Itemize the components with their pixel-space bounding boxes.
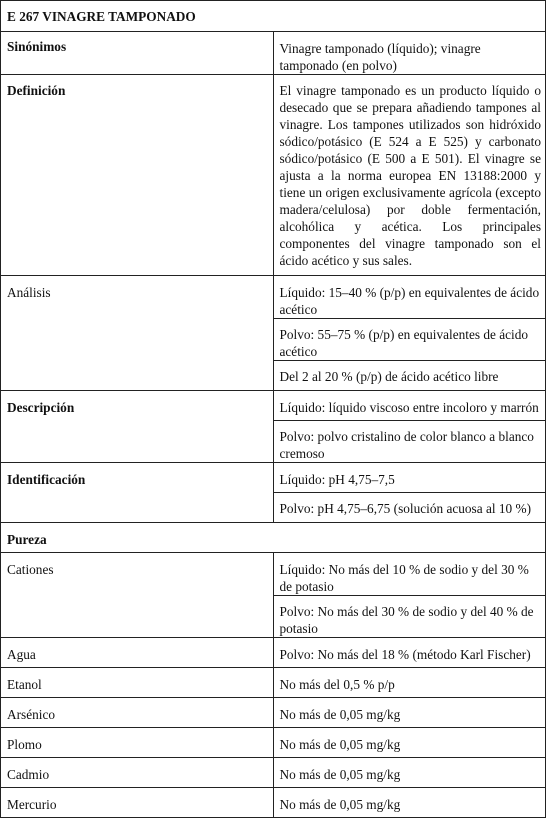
label-cationes: Cationes: [1, 553, 274, 638]
value-cationes-1: Líquido: No más del 10 % de sodio y del 30 % de potasio: [273, 553, 546, 596]
value-agua: Polvo: No más del 18 % (método Karl Fischer): [273, 638, 546, 668]
row-arsenico: [1, 698, 546, 728]
value-analisis-3: Del 2 al 20 % (p/p) de ácido acético libre: [273, 361, 546, 391]
value-identificacion-1: Líquido: pH 4,75–7,5: [273, 463, 546, 493]
value-arsenico: No más de 0,05 mg/kg: [273, 698, 546, 728]
value-plomo: No más de 0,05 mg/kg: [273, 728, 546, 758]
label-pureza: Pureza: [1, 523, 546, 553]
value-descripcion-2: Polvo: polvo cristalino de color blanco a blanco cremoso: [273, 421, 546, 463]
label-etanol: Etanol: [1, 668, 274, 698]
value-etanol: No más del 0,5 % p/p: [273, 668, 546, 698]
label-cadmio: Cadmio: [1, 758, 274, 788]
label-sinonimos: Sinónimos: [1, 32, 274, 75]
value-cadmio: No más de 0,05 mg/kg: [273, 758, 546, 788]
label-identificacion: Identificación: [1, 463, 274, 523]
row-cationes-1: [1, 553, 546, 596]
row-agua: [1, 638, 546, 668]
row-sinonimos: [1, 32, 546, 75]
row-etanol: [1, 668, 546, 698]
row-analisis-1: [1, 276, 546, 319]
label-agua: Agua: [1, 638, 274, 668]
label-plomo: Plomo: [1, 728, 274, 758]
value-analisis-1: Líquido: 15–40 % (p/p) en equivalentes de ácido acético: [273, 276, 546, 319]
value-definicion: El vinagre tamponado es un producto líquido o desecado que se prepara añadiendo tampones al vinagre. Los tampones utilizados son hidróxido sódico/potásico (E 524 a E 525) y carbonato sódico/potásico (E 500 a E 501). El vinagre se ajusta a la norma europea EN 13188:2000 y tiene un origen exclusivamente agrícola (excepto madera/celulosa) por doble fermentación, alcohólica y acética. Los principales componentes del vinagre tamponado son el ácido acético y sus sales.: [273, 75, 546, 276]
title-row: [1, 1, 546, 32]
row-cadmio: [1, 758, 546, 788]
value-descripcion-1: Líquido: líquido viscoso entre incoloro y marrón: [273, 391, 546, 421]
label-analisis: Análisis: [1, 276, 274, 391]
row-definicion: [1, 75, 546, 276]
label-arsenico: Arsénico: [1, 698, 274, 728]
row-identificacion-1: [1, 463, 546, 493]
row-pureza: [1, 523, 546, 553]
label-descripcion: Descripción: [1, 391, 274, 463]
row-plomo: [1, 728, 546, 758]
value-sinonimos: Vinagre tamponado (líquido); vinagre tamponado (en polvo): [273, 32, 546, 75]
value-analisis-2: Polvo: 55–75 % (p/p) en equivalentes de ácido acético: [273, 319, 546, 361]
label-mercurio: Mercurio: [1, 788, 274, 818]
document-title: E 267 VINAGRE TAMPONADO: [1, 1, 546, 32]
value-identificacion-2: Polvo: pH 4,75–6,75 (solución acuosa al 10 %): [273, 493, 546, 523]
value-mercurio: No más de 0,05 mg/kg: [273, 788, 546, 818]
row-mercurio: [1, 788, 546, 818]
row-descripcion-1: [1, 391, 546, 421]
label-definicion: Definición: [1, 75, 274, 276]
value-cationes-2: Polvo: No más del 30 % de sodio y del 40 % de potasio: [273, 596, 546, 638]
